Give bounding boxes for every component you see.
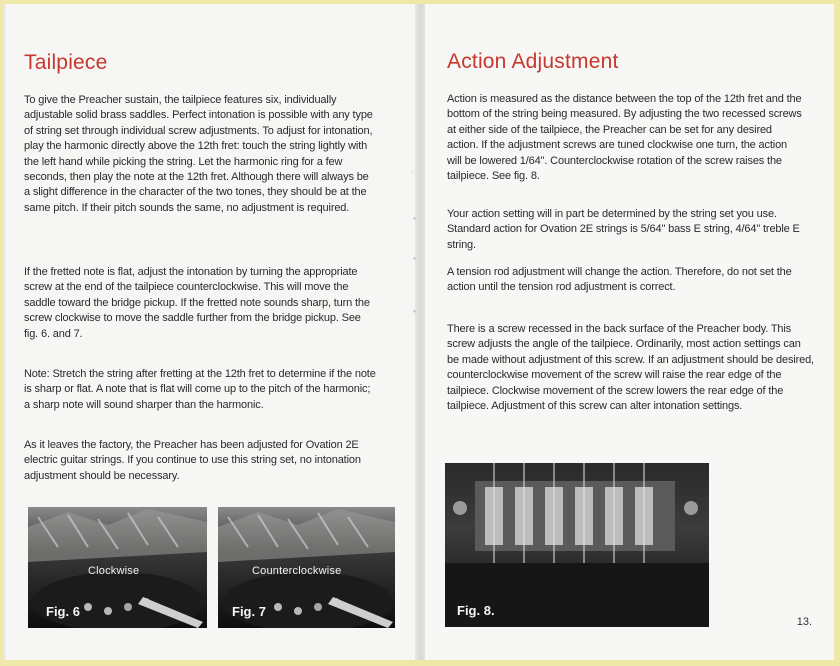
heading-action-adjustment: Action Adjustment — [447, 50, 619, 73]
figure-6-photo — [28, 507, 207, 628]
paragraph-tension-rod: A tension rod adjustment will change the action. Therefore, do not set the action until the tension rod adjustment is correct. — [447, 266, 792, 294]
paragraph-intonation-adjust: If the fretted note is flat, adjust the intonation by turning the appropriate screw at the end of the tailpiece counterclockwise. This will move the saddle toward the bridge pickup. If the fretted note sounds sharp, turn the screw clockwise to move the saddle further from the bridge pickup. See fig. 6. and 7. — [24, 266, 370, 340]
paragraph-note-stretch: Note: Stretch the string after fretting at the 12th fret to determine if the note is sharp or flat. A note that is flat will come up to the pitch of the harmonic; a sharp note will sound sharper than the harmonic. — [24, 368, 376, 411]
bleed-mark: ◦ — [411, 167, 414, 176]
figure-7-label: Fig. 7 — [232, 604, 266, 619]
paragraph-string-set: Your action setting will in part be determined by the string set you use. Standard action for Ovation 2E strings is 5/64" bass E string, 4/64" treble E string. — [447, 208, 800, 251]
figure-7-photo — [218, 507, 395, 628]
figure-6-label: Fig. 6 — [46, 604, 80, 619]
figure-8-photo — [445, 463, 709, 627]
paragraph-tailpiece-intro: To give the Preacher sustain, the tailpiece features six, individually adjustable solid brass saddles. Perfect intonation is possible with any type of string set through individual screw adjustments. To adjust for intonation, play the harmonic directly above the 12th fret: touch the string lightly with the left hand while picking the string. Let the harmonic ring for a few seconds, then play the note at the 12th fret. Although there will always be a slight difference in the character of the two tones, they should be at the same pitch. If their pitch sounds the same, no adjustment is required. — [24, 94, 373, 214]
left-page — [6, 4, 417, 660]
booklet-spread — [4, 4, 834, 660]
paragraph-factory-setting: As it leaves the factory, the Preacher has been adjusted for Ovation 2E electric guitar strings. If you continue to use this string set, no intonation adjustment should be necessary. — [24, 439, 361, 482]
bleed-mark: • — [413, 254, 416, 263]
bleed-mark: • — [413, 307, 416, 316]
heading-tailpiece: Tailpiece — [24, 51, 108, 74]
right-page — [425, 4, 834, 660]
bleed-mark: • — [413, 214, 416, 223]
paragraph-recessed-screw: There is a screw recessed in the back surface of the Preacher body. This screw adjusts the angle of the tailpiece. Ordinarily, most action settings can be made without adjustment of this screw. If an adjustment should be desired, counterclockwise movement of the screw will raise the rear edge of the tailpiece. Clockwise movement of the screw lowers the rear edge of the tailpiece. Adjustment of this screw can alter intonation settings. — [447, 323, 814, 413]
figure-8-label: Fig. 8. — [457, 603, 495, 618]
paragraph-action-measure: Action is measured as the distance between the top of the 12th fret and the bottom of the string being measured. By adjusting the two recessed screws at either side of the tailpiece, the Preacher can be set for any desired action. If the adjustment screws are tuned clockwise one turn, the action will be lowered 1/64". Counterclockwise rotation of the screw raises the tailpiece. See fig. 8. — [447, 93, 802, 183]
figure-6-caption: Clockwise — [88, 565, 140, 577]
figure-7-caption: Counterclockwise — [252, 565, 342, 577]
page-number: 13. — [796, 616, 812, 628]
